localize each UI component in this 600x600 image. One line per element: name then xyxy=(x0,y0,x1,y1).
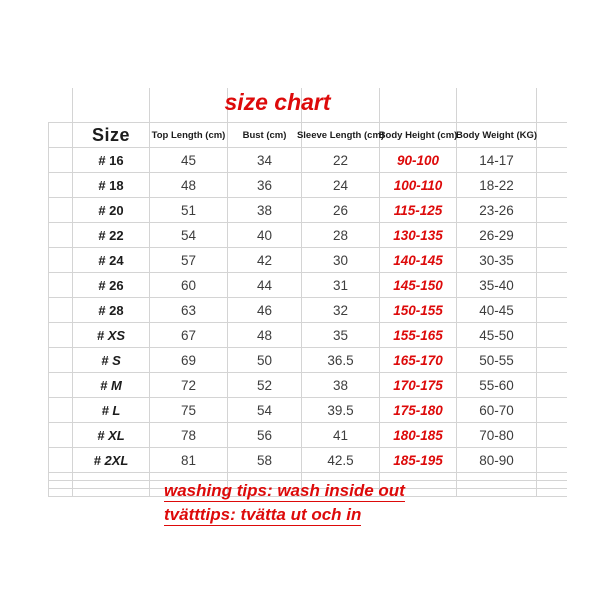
cell-size: # 26 xyxy=(73,273,150,298)
cell-size: # 2XL xyxy=(73,448,150,473)
cell-body-weight: 23-26 xyxy=(457,198,537,223)
cell-top-length: 69 xyxy=(150,348,228,373)
cell-bust: 50 xyxy=(228,348,302,373)
row-filler-right xyxy=(537,248,567,273)
cell-sleeve: 22 xyxy=(302,148,380,173)
size-chart-table xyxy=(48,88,567,497)
cell-body-weight: 18-22 xyxy=(457,173,537,198)
cell-body-weight: 70-80 xyxy=(457,423,537,448)
header-body-height: Body Height (cm) xyxy=(380,123,457,148)
thin-row-cell xyxy=(228,473,302,481)
header-body-weight: Body Weight (KG) xyxy=(457,123,537,148)
cell-body-height: 175-180 xyxy=(380,398,457,423)
cell-body-weight: 35-40 xyxy=(457,273,537,298)
row-filler-left xyxy=(48,198,73,223)
cell-top-length: 67 xyxy=(150,323,228,348)
cell-body-height: 150-155 xyxy=(380,298,457,323)
cell-top-length: 72 xyxy=(150,373,228,398)
washing-tips-sv xyxy=(164,505,361,525)
cell-body-height: 100-110 xyxy=(380,173,457,198)
cell-sleeve: 31 xyxy=(302,273,380,298)
cell-bust: 34 xyxy=(228,148,302,173)
cell-sleeve: 35 xyxy=(302,323,380,348)
cell-size: # 24 xyxy=(73,248,150,273)
washing-tips-sv-text: tvätttips: tvätta ut och in xyxy=(164,505,362,524)
cell-top-length: 78 xyxy=(150,423,228,448)
cell-top-length: 63 xyxy=(150,298,228,323)
thin-row-cell xyxy=(537,473,567,481)
row-filler-left xyxy=(48,273,73,298)
cell-bust: 58 xyxy=(228,448,302,473)
cell-top-length: 51 xyxy=(150,198,228,223)
row-filler-right xyxy=(537,198,567,223)
cell-top-length: 81 xyxy=(150,448,228,473)
thin-row-cell xyxy=(457,489,537,497)
row-filler-left xyxy=(48,398,73,423)
row-filler-right xyxy=(537,398,567,423)
header-filler-right xyxy=(537,123,567,148)
cell-body-weight: 60-70 xyxy=(457,398,537,423)
thin-row-cell xyxy=(73,489,150,497)
cell-body-weight: 40-45 xyxy=(457,298,537,323)
thin-row-cell xyxy=(380,473,457,481)
row-filler-left xyxy=(48,448,73,473)
row-filler-left xyxy=(48,348,73,373)
row-filler-right xyxy=(537,273,567,298)
cell-top-length: 60 xyxy=(150,273,228,298)
thin-row-cell xyxy=(73,481,150,489)
cell-bust: 42 xyxy=(228,248,302,273)
cell-body-weight: 45-50 xyxy=(457,323,537,348)
row-filler-left xyxy=(48,148,73,173)
cell-body-height: 155-165 xyxy=(380,323,457,348)
cell-sleeve: 24 xyxy=(302,173,380,198)
cell-bust: 48 xyxy=(228,323,302,348)
thin-row-cell xyxy=(302,473,380,481)
header-bust: Bust (cm) xyxy=(228,123,302,148)
cell-size: # 20 xyxy=(73,198,150,223)
cell-top-length: 45 xyxy=(150,148,228,173)
cell-bust: 56 xyxy=(228,423,302,448)
header-filler-left xyxy=(48,123,73,148)
cell-sleeve: 41 xyxy=(302,423,380,448)
thin-row-cell xyxy=(48,473,73,481)
row-filler-left xyxy=(48,248,73,273)
cell-body-weight: 14-17 xyxy=(457,148,537,173)
thin-row-cell xyxy=(150,473,228,481)
cell-size: # 22 xyxy=(73,223,150,248)
row-filler-left xyxy=(48,323,73,348)
cell-top-length: 75 xyxy=(150,398,228,423)
cell-size: # 18 xyxy=(73,173,150,198)
row-filler-right xyxy=(537,223,567,248)
cell-body-height: 180-185 xyxy=(380,423,457,448)
row-filler-right xyxy=(537,323,567,348)
title-row-filler-left xyxy=(48,88,73,123)
row-filler-left xyxy=(48,298,73,323)
cell-body-weight: 30-35 xyxy=(457,248,537,273)
chart-title: size chart xyxy=(224,89,331,115)
cell-bust: 46 xyxy=(228,298,302,323)
row-filler-right xyxy=(537,423,567,448)
cell-size: # 16 xyxy=(73,148,150,173)
cell-size: # S xyxy=(73,348,150,373)
cell-body-weight: 55-60 xyxy=(457,373,537,398)
row-filler-left xyxy=(48,373,73,398)
cell-top-length: 57 xyxy=(150,248,228,273)
cell-body-height: 145-150 xyxy=(380,273,457,298)
cell-body-height: 130-135 xyxy=(380,223,457,248)
cell-body-height: 90-100 xyxy=(380,148,457,173)
cell-size: # 28 xyxy=(73,298,150,323)
cell-body-height: 165-170 xyxy=(380,348,457,373)
thin-row-cell xyxy=(537,489,567,497)
cell-bust: 54 xyxy=(228,398,302,423)
title-row-filler-right xyxy=(537,88,567,123)
cell-bust: 36 xyxy=(228,173,302,198)
cell-sleeve: 28 xyxy=(302,223,380,248)
cell-size: # XS xyxy=(73,323,150,348)
cell-bust: 38 xyxy=(228,198,302,223)
thin-row-cell xyxy=(537,481,567,489)
washing-tips-en-text: washing tips: wash inside out xyxy=(164,481,405,500)
row-filler-left xyxy=(48,173,73,198)
cell-body-height: 140-145 xyxy=(380,248,457,273)
row-filler-right xyxy=(537,373,567,398)
cell-top-length: 54 xyxy=(150,223,228,248)
thin-row-cell xyxy=(48,489,73,497)
thin-row-cell xyxy=(73,473,150,481)
thin-row-cell xyxy=(457,481,537,489)
cell-sleeve: 38 xyxy=(302,373,380,398)
thin-row-cell xyxy=(457,473,537,481)
cell-sleeve: 32 xyxy=(302,298,380,323)
row-filler-right xyxy=(537,348,567,373)
cell-sleeve: 42.5 xyxy=(302,448,380,473)
cell-size: # L xyxy=(73,398,150,423)
cell-size: # M xyxy=(73,373,150,398)
header-top-length: Top Length (cm) xyxy=(150,123,228,148)
cell-bust: 44 xyxy=(228,273,302,298)
cell-sleeve: 36.5 xyxy=(302,348,380,373)
cell-sleeve: 26 xyxy=(302,198,380,223)
cell-body-weight: 80-90 xyxy=(457,448,537,473)
cell-sleeve: 39.5 xyxy=(302,398,380,423)
header-sleeve-length: Sleeve Length (cm) xyxy=(302,123,380,148)
header-size: Size xyxy=(73,123,150,148)
row-filler-right xyxy=(537,448,567,473)
cell-body-height: 170-175 xyxy=(380,373,457,398)
row-filler-left xyxy=(48,423,73,448)
cell-sleeve: 30 xyxy=(302,248,380,273)
cell-body-height: 115-125 xyxy=(380,198,457,223)
cell-body-height: 185-195 xyxy=(380,448,457,473)
cell-bust: 40 xyxy=(228,223,302,248)
row-filler-right xyxy=(537,173,567,198)
row-filler-right xyxy=(537,148,567,173)
cell-body-weight: 50-55 xyxy=(457,348,537,373)
cell-size: # XL xyxy=(73,423,150,448)
washing-tips-en xyxy=(164,481,405,501)
row-filler-right xyxy=(537,298,567,323)
cell-body-weight: 26-29 xyxy=(457,223,537,248)
thin-row-cell xyxy=(48,481,73,489)
cell-bust: 52 xyxy=(228,373,302,398)
cell-top-length: 48 xyxy=(150,173,228,198)
row-filler-left xyxy=(48,223,73,248)
